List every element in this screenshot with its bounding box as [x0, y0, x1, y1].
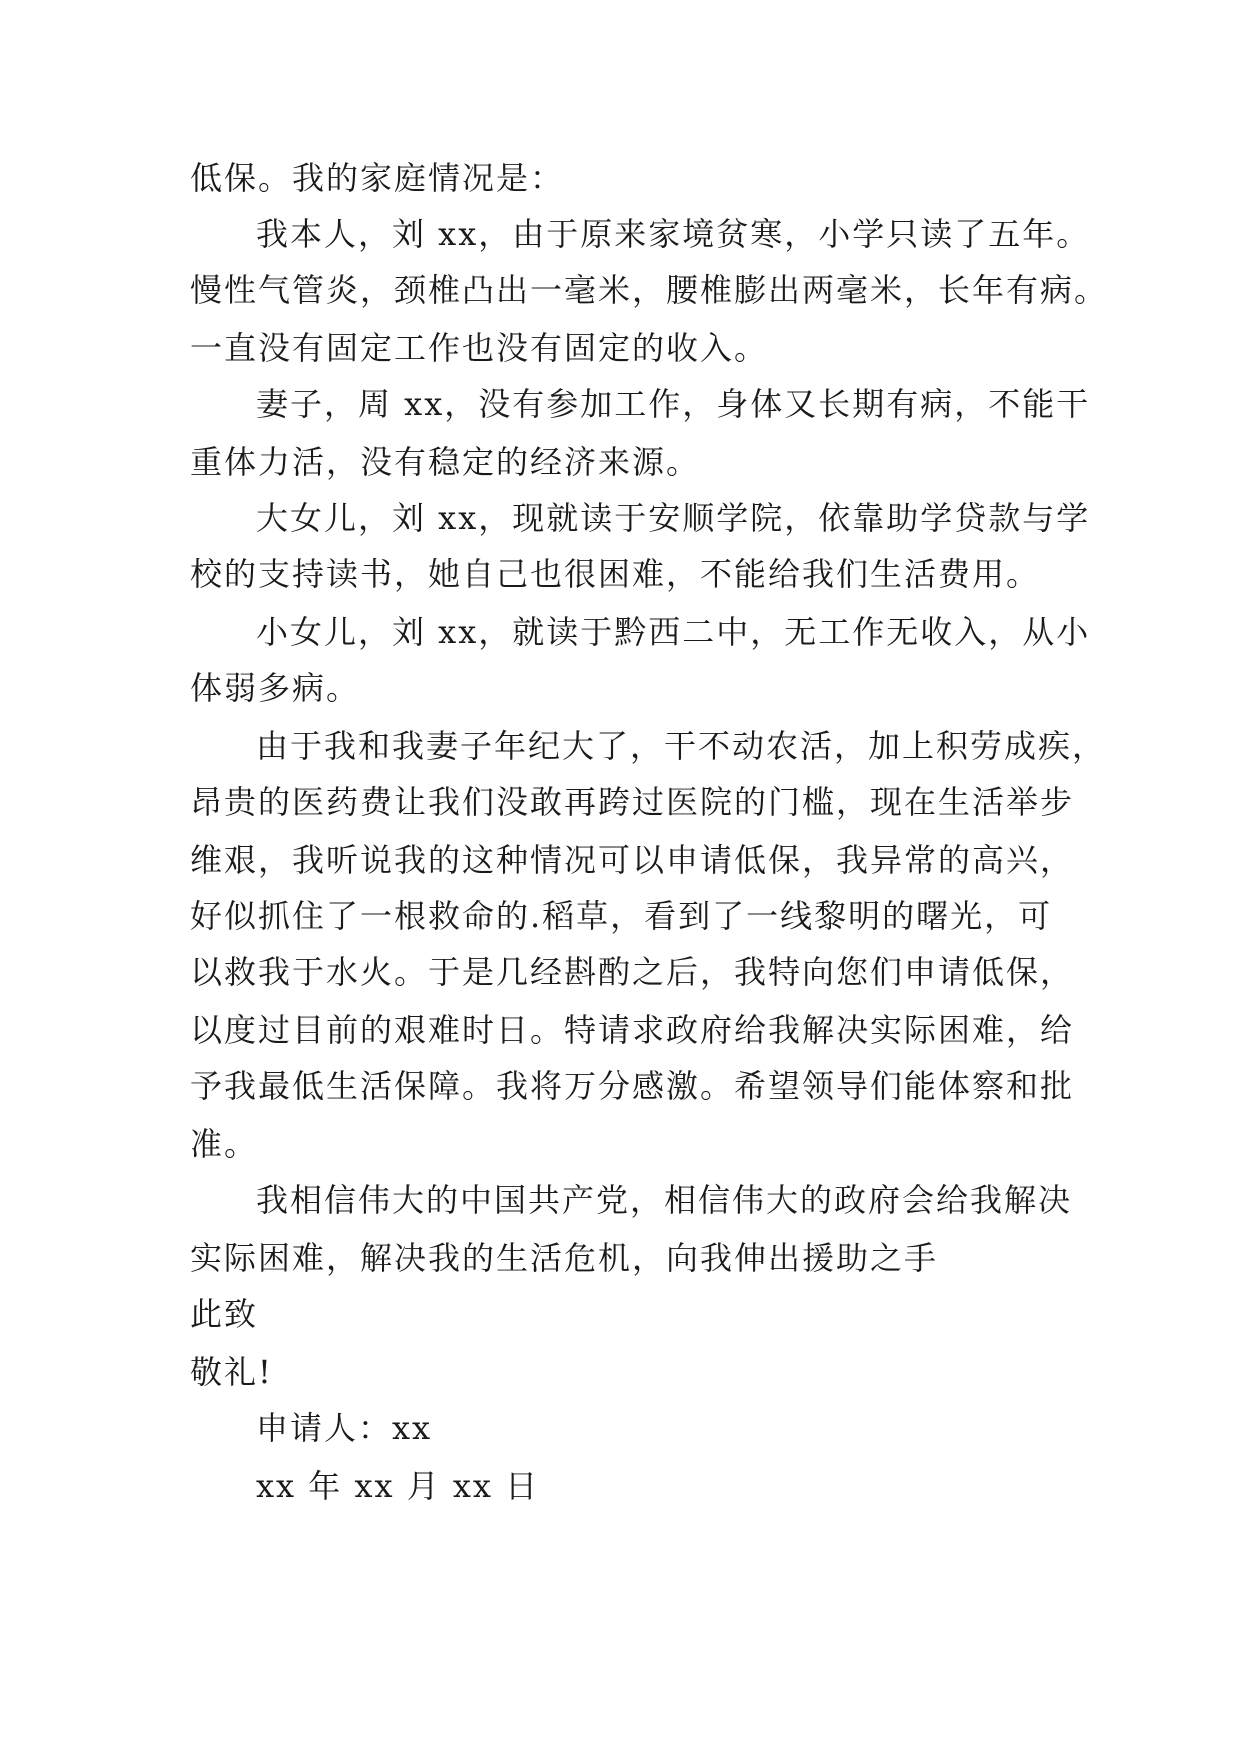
paragraph-line: 重体力活，没有稳定的经济来源。 — [190, 443, 701, 481]
paragraph-line: 昂贵的医药费让我们没敢再跨过医院的门槛，现在生活举步 — [190, 783, 1075, 821]
paragraph-line: 大女儿，刘 xx，现就读于安顺学院，依靠助学贷款与学 — [256, 499, 1091, 537]
paragraph-line: 实际困难，解决我的生活危机，向我伸出援助之手 — [190, 1239, 939, 1277]
paragraph-line: 予我最低生活保障。我将万分感激。希望领导们能体察和批 — [190, 1067, 1075, 1105]
paragraph-line: 慢性气管炎，颈椎凸出一毫米，腰椎膨出两毫米，长年有病。 — [190, 271, 1109, 309]
paragraph-line: 以度过目前的艰难时日。特请求政府给我解决实际困难，给 — [190, 1011, 1075, 1049]
paragraph-line: 妻子，周 xx，没有参加工作，身体又长期有病，不能干 — [256, 385, 1091, 423]
signature-line: 申请人：xx — [256, 1409, 433, 1447]
paragraph-line: 体弱多病。 — [190, 669, 361, 707]
paragraph-line: 小女儿，刘 xx，就读于黔西二中，无工作无收入，从小 — [256, 613, 1091, 651]
paragraph-line: 好似抓住了一根救命的.稻草，看到了一线黎明的曙光，可 — [190, 897, 1053, 935]
paragraph-line: 我本人，刘 xx，由于原来家境贫寒，小学只读了五年。 — [256, 215, 1091, 253]
paragraph-line: 我相信伟大的中国共产党，相信伟大的政府会给我解决 — [256, 1181, 1073, 1219]
paragraph-line: 由于我和我妻子年纪大了，干不动农活，加上积劳成疾， — [256, 727, 1107, 765]
paragraph-line: 一直没有固定工作也没有固定的收入。 — [190, 329, 769, 367]
date-line: xx 年 xx 月 xx 日 — [256, 1467, 540, 1505]
paragraph-line: 以救我于水火。于是几经斟酌之后，我特向您们申请低保， — [190, 953, 1075, 991]
paragraph-line: 校的支持读书，她自己也很困难，不能给我们生活费用。 — [190, 555, 1041, 593]
closing-line: 敬礼! — [190, 1353, 273, 1391]
paragraph-line: 准。 — [190, 1125, 259, 1163]
closing-line: 此致 — [190, 1295, 259, 1333]
paragraph-line: 维艰，我听说我的这种情况可以申请低保，我异常的高兴， — [190, 841, 1075, 879]
paragraph-line: 低保。我的家庭情况是： — [190, 159, 565, 197]
